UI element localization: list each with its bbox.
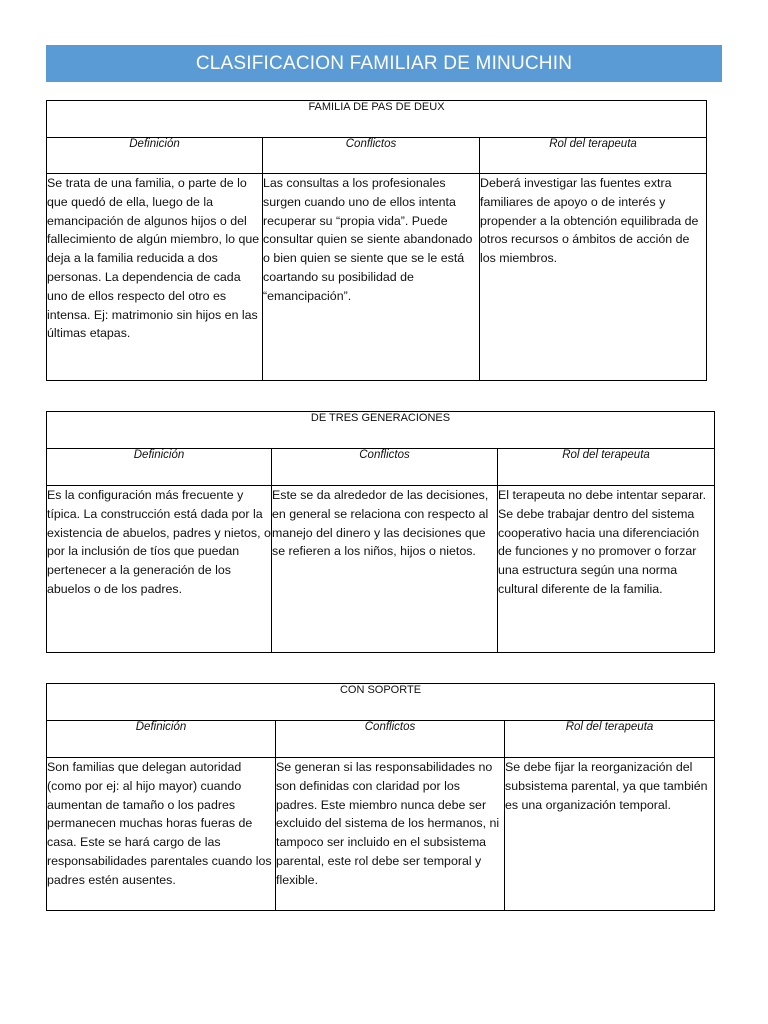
cell-definicion: Se trata de una familia, o parte de lo que quedó de ella, luego de la emancipación de algunos hijos o del fallecimiento de algún miembro, lo que deja a la familia reducida a dos personas. La dependencia de cada uno de ellos respecto del otro es intensa. Ej: matrimonio sin hijos en las últimas etapas.	[47, 174, 263, 381]
cell-conflictos: Este se da alrededor de las decisiones, en general se relaciona con respecto al manejo del dinero y las decisiones que se refieren a los niños, hijos o nietos.	[272, 486, 498, 653]
column-header-rol: Rol del terapeuta	[480, 138, 707, 174]
column-header-rol: Rol del terapeuta	[505, 721, 715, 758]
table-pas-de-deux	[46, 100, 707, 381]
cell-rol: El terapeuta no debe intentar separar. Se debe trabajar dentro del sistema cooperativo hacia una diferenciación de funciones y no promover o forzar una estructura según una norma cultural diferente de la familia.	[498, 486, 715, 653]
table-con-soporte	[46, 683, 715, 911]
table-tres-generaciones	[46, 411, 715, 653]
cell-definicion: Son familias que delegan autoridad (como por ej: al hijo mayor) cuando aumentan de tamaño o los padres permanecen muchas horas fueras de casa. Este se hará cargo de las responsabilidades parentales cuando los padres estén ausentes.	[47, 758, 276, 911]
cell-rol: Se debe fijar la reorganización del subsistema parental, ya que también es una organización temporal.	[505, 758, 715, 911]
column-header-definicion: Definición	[47, 138, 263, 174]
document-title: CLASIFICACION FAMILIAR DE MINUCHIN	[46, 45, 722, 82]
table-caption: CON SOPORTE	[47, 684, 715, 721]
cell-definicion: Es la configuración más frecuente y típica. La construcción está dada por la existencia de abuelos, padres y nietos, o por la inclusión de tíos que puedan pertenecer a la generación de los abuelos o de los padres.	[47, 486, 272, 653]
cell-conflictos: Las consultas a los profesionales surgen cuando uno de ellos intenta recuperar su “propia vida”. Puede consultar quien se siente abandonado o bien quien se siente que se le está coartando su posibilidad de “emancipación”.	[263, 174, 480, 381]
column-header-rol: Rol del terapeuta	[498, 449, 715, 486]
column-header-definicion: Definición	[47, 721, 276, 758]
column-header-conflictos: Conflictos	[263, 138, 480, 174]
column-header-definicion: Definición	[47, 449, 272, 486]
table-caption: FAMILIA DE PAS DE DEUX	[47, 101, 707, 138]
column-header-conflictos: Conflictos	[272, 449, 498, 486]
column-header-conflictos: Conflictos	[276, 721, 505, 758]
cell-conflictos: Se generan si las responsabilidades no son definidas con claridad por los padres. Este miembro nunca debe ser excluido del sistema de los hermanos, ni tampoco ser incluido en el subsistema parental, este rol debe ser temporal y flexible.	[276, 758, 505, 911]
table-caption: DE TRES GENERACIONES	[47, 412, 715, 449]
cell-rol: Deberá investigar las fuentes extra familiares de apoyo o de interés y propender a la obtención equilibrada de otros recursos o ámbitos de acción de los miembros.	[480, 174, 707, 381]
